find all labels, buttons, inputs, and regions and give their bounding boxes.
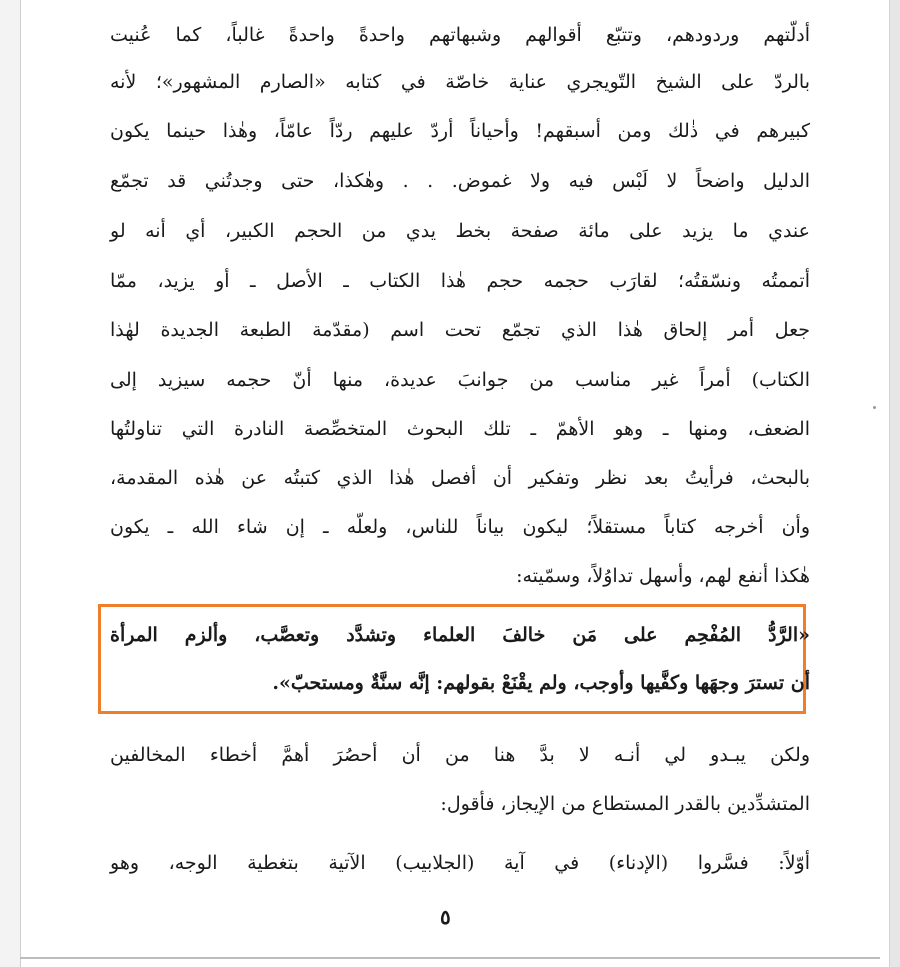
text-line: وأن أخرجه كتاباً مستقلاً؛ ليكون بياناً للناس، ولعلّه ـ إن شاء الله ـ يكون (110, 516, 810, 538)
text-line: بالبحث، فرأيتُ بعد نظر وتفكير أن أفصل هٰذا الذي كتبتُه عن هٰذه المقدمة، (110, 467, 810, 489)
text-line: ولكن يبـدو لي أنـه لا بدَّ هنا من أن أحصُرَ أهمَّ أخطاء المخالفين (110, 744, 810, 766)
scan-speck (873, 406, 876, 409)
title-line: «الرَّدُّ المُفْحِم على مَن خالفَ العلماء وتشدَّد وتعصَّب، وألزم المرأة (110, 624, 810, 646)
text-line: جعل أمر إلحاق هٰذا الذي تجمّع تحت اسم (مقدّمة الطبعة الجديدة لهٰذا (110, 319, 810, 341)
text-line: أوّلاً: فسَّروا (الإدناء) في آية (الجلابيب) الآتية بتغطية الوجه، وهو (110, 852, 810, 874)
text-line: المتشدِّدين بالقدر المستطاع من الإيجاز، فأقول: (440, 793, 810, 815)
text-line: هٰكذا أنفع لهم، وأسهل تداوُلاً، وسمّيته: (516, 565, 810, 587)
page-right-edge (889, 0, 900, 967)
text-line: الدليل واضحاً لا لَبْس فيه ولا غموض. . . وهٰكذا، حتى وجدتُني قد تجمّع (110, 170, 810, 192)
text-line: أتممتُه ونسّقتُه؛ لقارَب حجمه حجم هٰذا الكتاب ـ الأصل ـ أو يزيد، ممّا (110, 270, 810, 292)
page-bottom-rule (20, 957, 880, 959)
text-line: الكتاب) أمراً غير مناسب من جوانبَ عديدة، منها أنّ حجمه سيزيد إلى (110, 369, 810, 391)
text-line: أدلّتهم وردودهم، وتتبّع أقوالهم وشبهاتهم واحدةً واحدةً غالباً، كما عُنيت (110, 24, 810, 46)
page-number: ٥ (440, 905, 451, 929)
text-line: بالردّ على الشيخ التّويجري عناية خاصّة في كتابه «الصارم المشهور»؛ لأنه (110, 71, 810, 93)
text-line: كبيرهم في ذٰلك ومن أسبقهم! وأحياناً أردّ عليهم ردّاً عامّاً، وهٰذا حينما يكون (110, 120, 810, 142)
title-line: أن تسترَ وجهَها وكفَّيها وأوجب، ولم يقْنَعْ بقولهم: إنَّه سنَّةٌ ومستحبّ». (272, 672, 810, 694)
text-line: الضعف، ومنها ـ وهو الأهمّ ـ تلك البحوث المتخصِّصة النادرة التي تناولتُها (110, 418, 810, 440)
text-line: عندي ما يزيد على مائة صفحة بخط يدي من الحجم الكبير، أي أنه لو (110, 220, 810, 242)
